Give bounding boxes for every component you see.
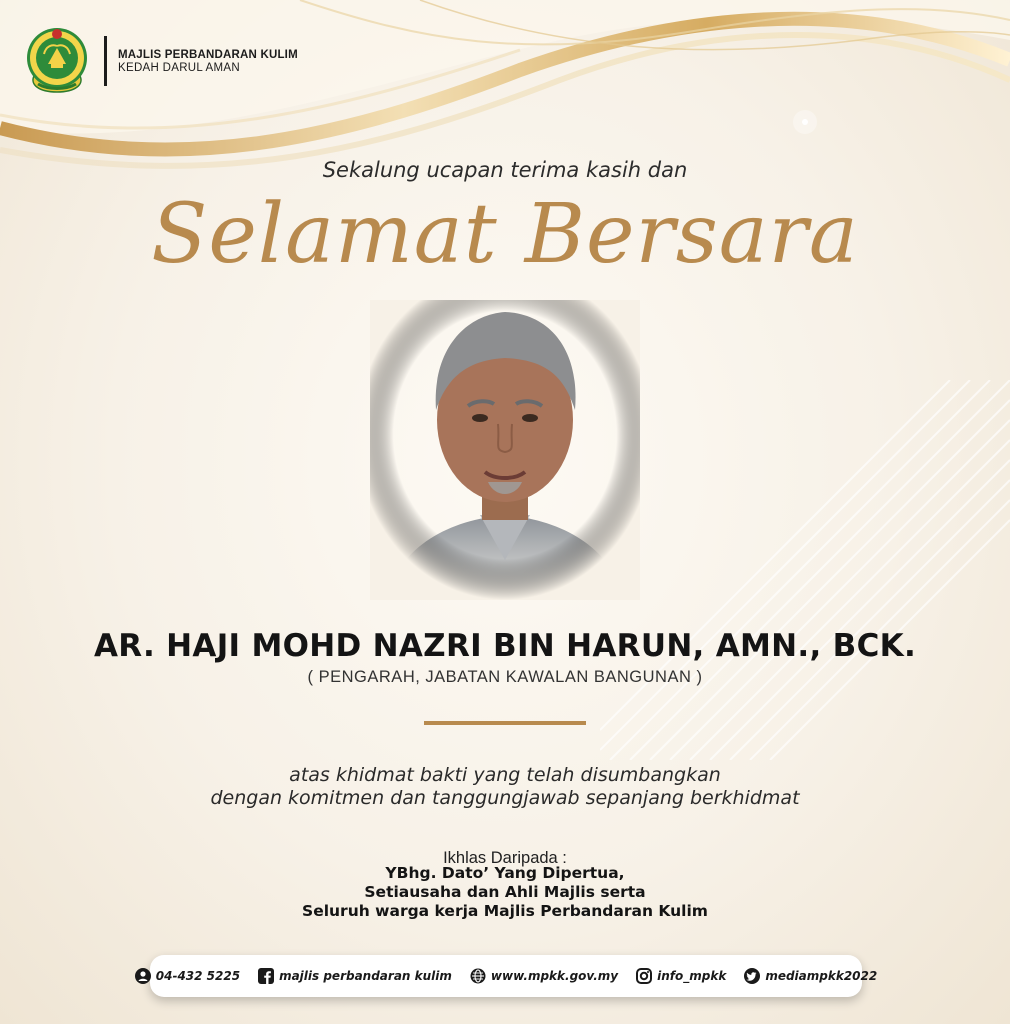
message-line-2: dengan komitmen dan tanggungjawab sepanjang berkhidmat bbox=[210, 787, 800, 809]
from-label: Ikhlas Daripada : bbox=[443, 849, 567, 867]
contact-bar bbox=[150, 955, 878, 997]
gold-divider bbox=[424, 721, 586, 725]
message-line-1: atas khidmat bakti yang telah disumbangkan bbox=[289, 764, 721, 786]
honoree-position: ( PENGARAH, JABATAN KAWALAN BANGUNAN ) bbox=[307, 668, 703, 686]
contact-website-text: www.mpkk.gov.my bbox=[490, 969, 619, 983]
honoree-portrait bbox=[370, 300, 640, 600]
org-state: KEDAH DARUL AMAN bbox=[118, 62, 240, 74]
contact-phone-text: 04-432 5225 bbox=[155, 969, 241, 983]
contact-instagram[interactable] bbox=[636, 968, 726, 984]
script-title: Selamat Bersara bbox=[151, 187, 859, 282]
contact-facebook[interactable] bbox=[258, 968, 452, 984]
from-line-1: YBhg. Dato’ Yang Dipertua, bbox=[385, 864, 625, 882]
contact-facebook-text: majlis perbandaran kulim bbox=[279, 969, 452, 983]
org-name: MAJLIS PERBANDARAN KULIM bbox=[118, 49, 298, 61]
contact-website[interactable] bbox=[470, 968, 618, 984]
facebook-icon bbox=[258, 968, 274, 984]
header-divider bbox=[104, 36, 107, 86]
contact-phone[interactable] bbox=[135, 968, 240, 984]
contact-twitter[interactable] bbox=[744, 968, 877, 984]
from-line-2: Setiausaha dan Ahli Majlis serta bbox=[364, 883, 646, 901]
diagonal-line-pattern bbox=[600, 380, 1010, 760]
from-line-3: Seluruh warga kerja Majlis Perbandaran Kulim bbox=[302, 902, 708, 920]
phone-icon bbox=[135, 968, 151, 984]
twitter-icon bbox=[744, 968, 760, 984]
instagram-icon bbox=[636, 968, 652, 984]
mpk-crest-logo bbox=[24, 24, 90, 96]
contact-twitter-text: mediampkk2022 bbox=[765, 969, 878, 983]
honoree-name: AR. HAJI MOHD NAZRI BIN HARUN, AMN., BCK. bbox=[93, 628, 917, 664]
contact-instagram-text: info_mpkk bbox=[657, 969, 727, 983]
globe-icon bbox=[470, 968, 486, 984]
intro-text: Sekalung ucapan terima kasih dan bbox=[322, 158, 688, 182]
